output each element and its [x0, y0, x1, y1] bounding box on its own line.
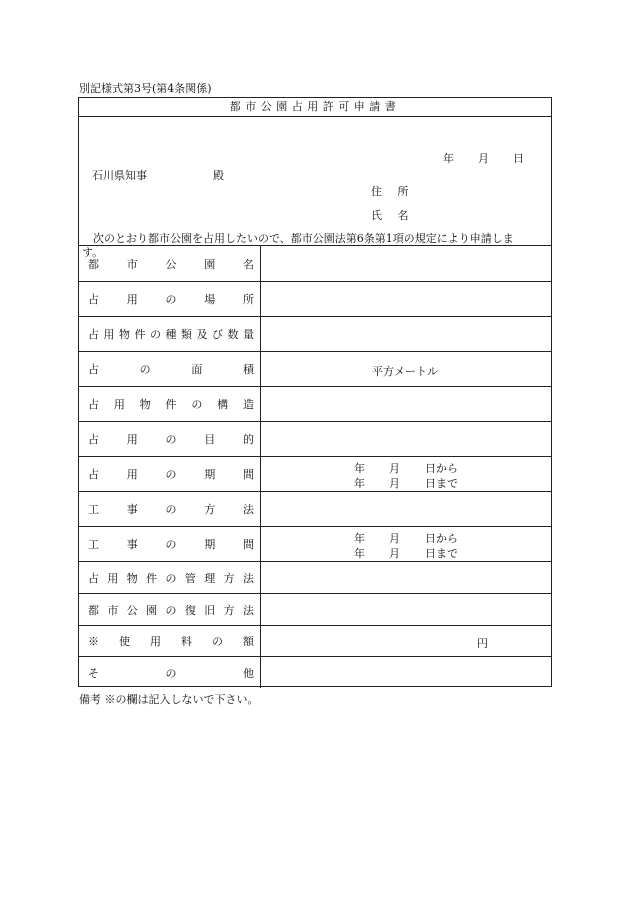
value-cell[interactable] — [261, 457, 551, 491]
value-cell[interactable] — [261, 492, 551, 526]
period-to-year: 年 — [354, 477, 365, 490]
row-object-structure — [79, 387, 551, 422]
footnote: 備考 ※の欄は記入しないで下さい。 — [79, 693, 259, 706]
area-unit: 平方メートル — [372, 365, 438, 378]
row-label: その他 — [88, 666, 254, 680]
row-object-type-quantity — [79, 317, 551, 352]
row-construction-period — [79, 527, 551, 562]
construction-from-month: 月 — [389, 532, 400, 545]
value-cell[interactable] — [261, 387, 551, 421]
row-label: 占用の期間 — [88, 468, 254, 481]
form-header — [79, 117, 551, 259]
value-cell[interactable] — [261, 282, 551, 316]
value-cell[interactable] — [261, 317, 551, 351]
row-occupancy-purpose — [79, 422, 551, 457]
construction-to-year: 年 — [354, 547, 365, 560]
value-cell[interactable] — [261, 527, 551, 561]
date-day-label: 日 — [513, 152, 524, 165]
application-form — [78, 97, 552, 687]
row-label: 都市公園の復旧方法 — [88, 603, 254, 617]
row-label: 占用物件の管理方法 — [88, 571, 254, 585]
value-cell[interactable] — [261, 352, 551, 386]
row-label: ※使用料の額 — [88, 635, 254, 648]
addressee: 石川県知事 — [92, 169, 147, 182]
period-from-month: 月 — [389, 462, 400, 475]
row-label: 都市公園名 — [88, 257, 254, 271]
date-year-label: 年 — [443, 152, 454, 165]
period-to-day: 日まで — [425, 477, 458, 490]
statement-line-1: 次のとおり都市公園を占用したいので、都市公園法第6条第1項の規定により申請しま — [93, 232, 514, 245]
value-cell[interactable] — [261, 657, 551, 688]
row-usage-fee — [79, 626, 551, 657]
period-from-day: 日から — [425, 462, 458, 475]
value-cell[interactable] — [261, 626, 551, 656]
construction-to-day: 日まで — [425, 547, 458, 560]
value-cell[interactable] — [261, 422, 551, 456]
date-month-label: 月 — [478, 152, 489, 165]
form-title: 都市公園占用許可申請書 — [79, 98, 551, 117]
value-cell[interactable] — [261, 562, 551, 593]
row-area — [79, 352, 551, 387]
row-park-name — [79, 246, 551, 282]
honorific: 殿 — [213, 169, 224, 182]
row-label: 占用の場所 — [88, 293, 254, 306]
value-cell[interactable] — [261, 246, 551, 281]
row-restoration-method — [79, 594, 551, 626]
period-to-month: 月 — [389, 477, 400, 490]
row-construction-method — [79, 492, 551, 527]
row-occupancy-location — [79, 282, 551, 317]
construction-from-day: 日から — [425, 532, 458, 545]
row-label: 工事の方法 — [88, 503, 254, 516]
form-caption: 別記様式第3号(第4条関係) — [79, 82, 212, 95]
address-label: 住 所 — [371, 185, 415, 198]
row-label: 占用の目的 — [88, 433, 254, 446]
statement-line-2: す。 — [82, 246, 104, 259]
construction-from-year: 年 — [354, 532, 365, 545]
row-occupancy-period — [79, 457, 551, 492]
row-label: 占の面積 — [88, 363, 254, 376]
row-management-method — [79, 562, 551, 594]
row-label: 工事の期間 — [88, 538, 254, 551]
row-label: 占用物件の種類及び数量 — [88, 328, 254, 341]
row-label: 占用物件の構造 — [88, 398, 254, 411]
row-other — [79, 657, 551, 688]
fee-unit: 円 — [477, 637, 488, 650]
period-from-year: 年 — [354, 462, 365, 475]
name-label: 氏 名 — [371, 209, 415, 222]
value-cell[interactable] — [261, 594, 551, 625]
construction-to-month: 月 — [389, 547, 400, 560]
